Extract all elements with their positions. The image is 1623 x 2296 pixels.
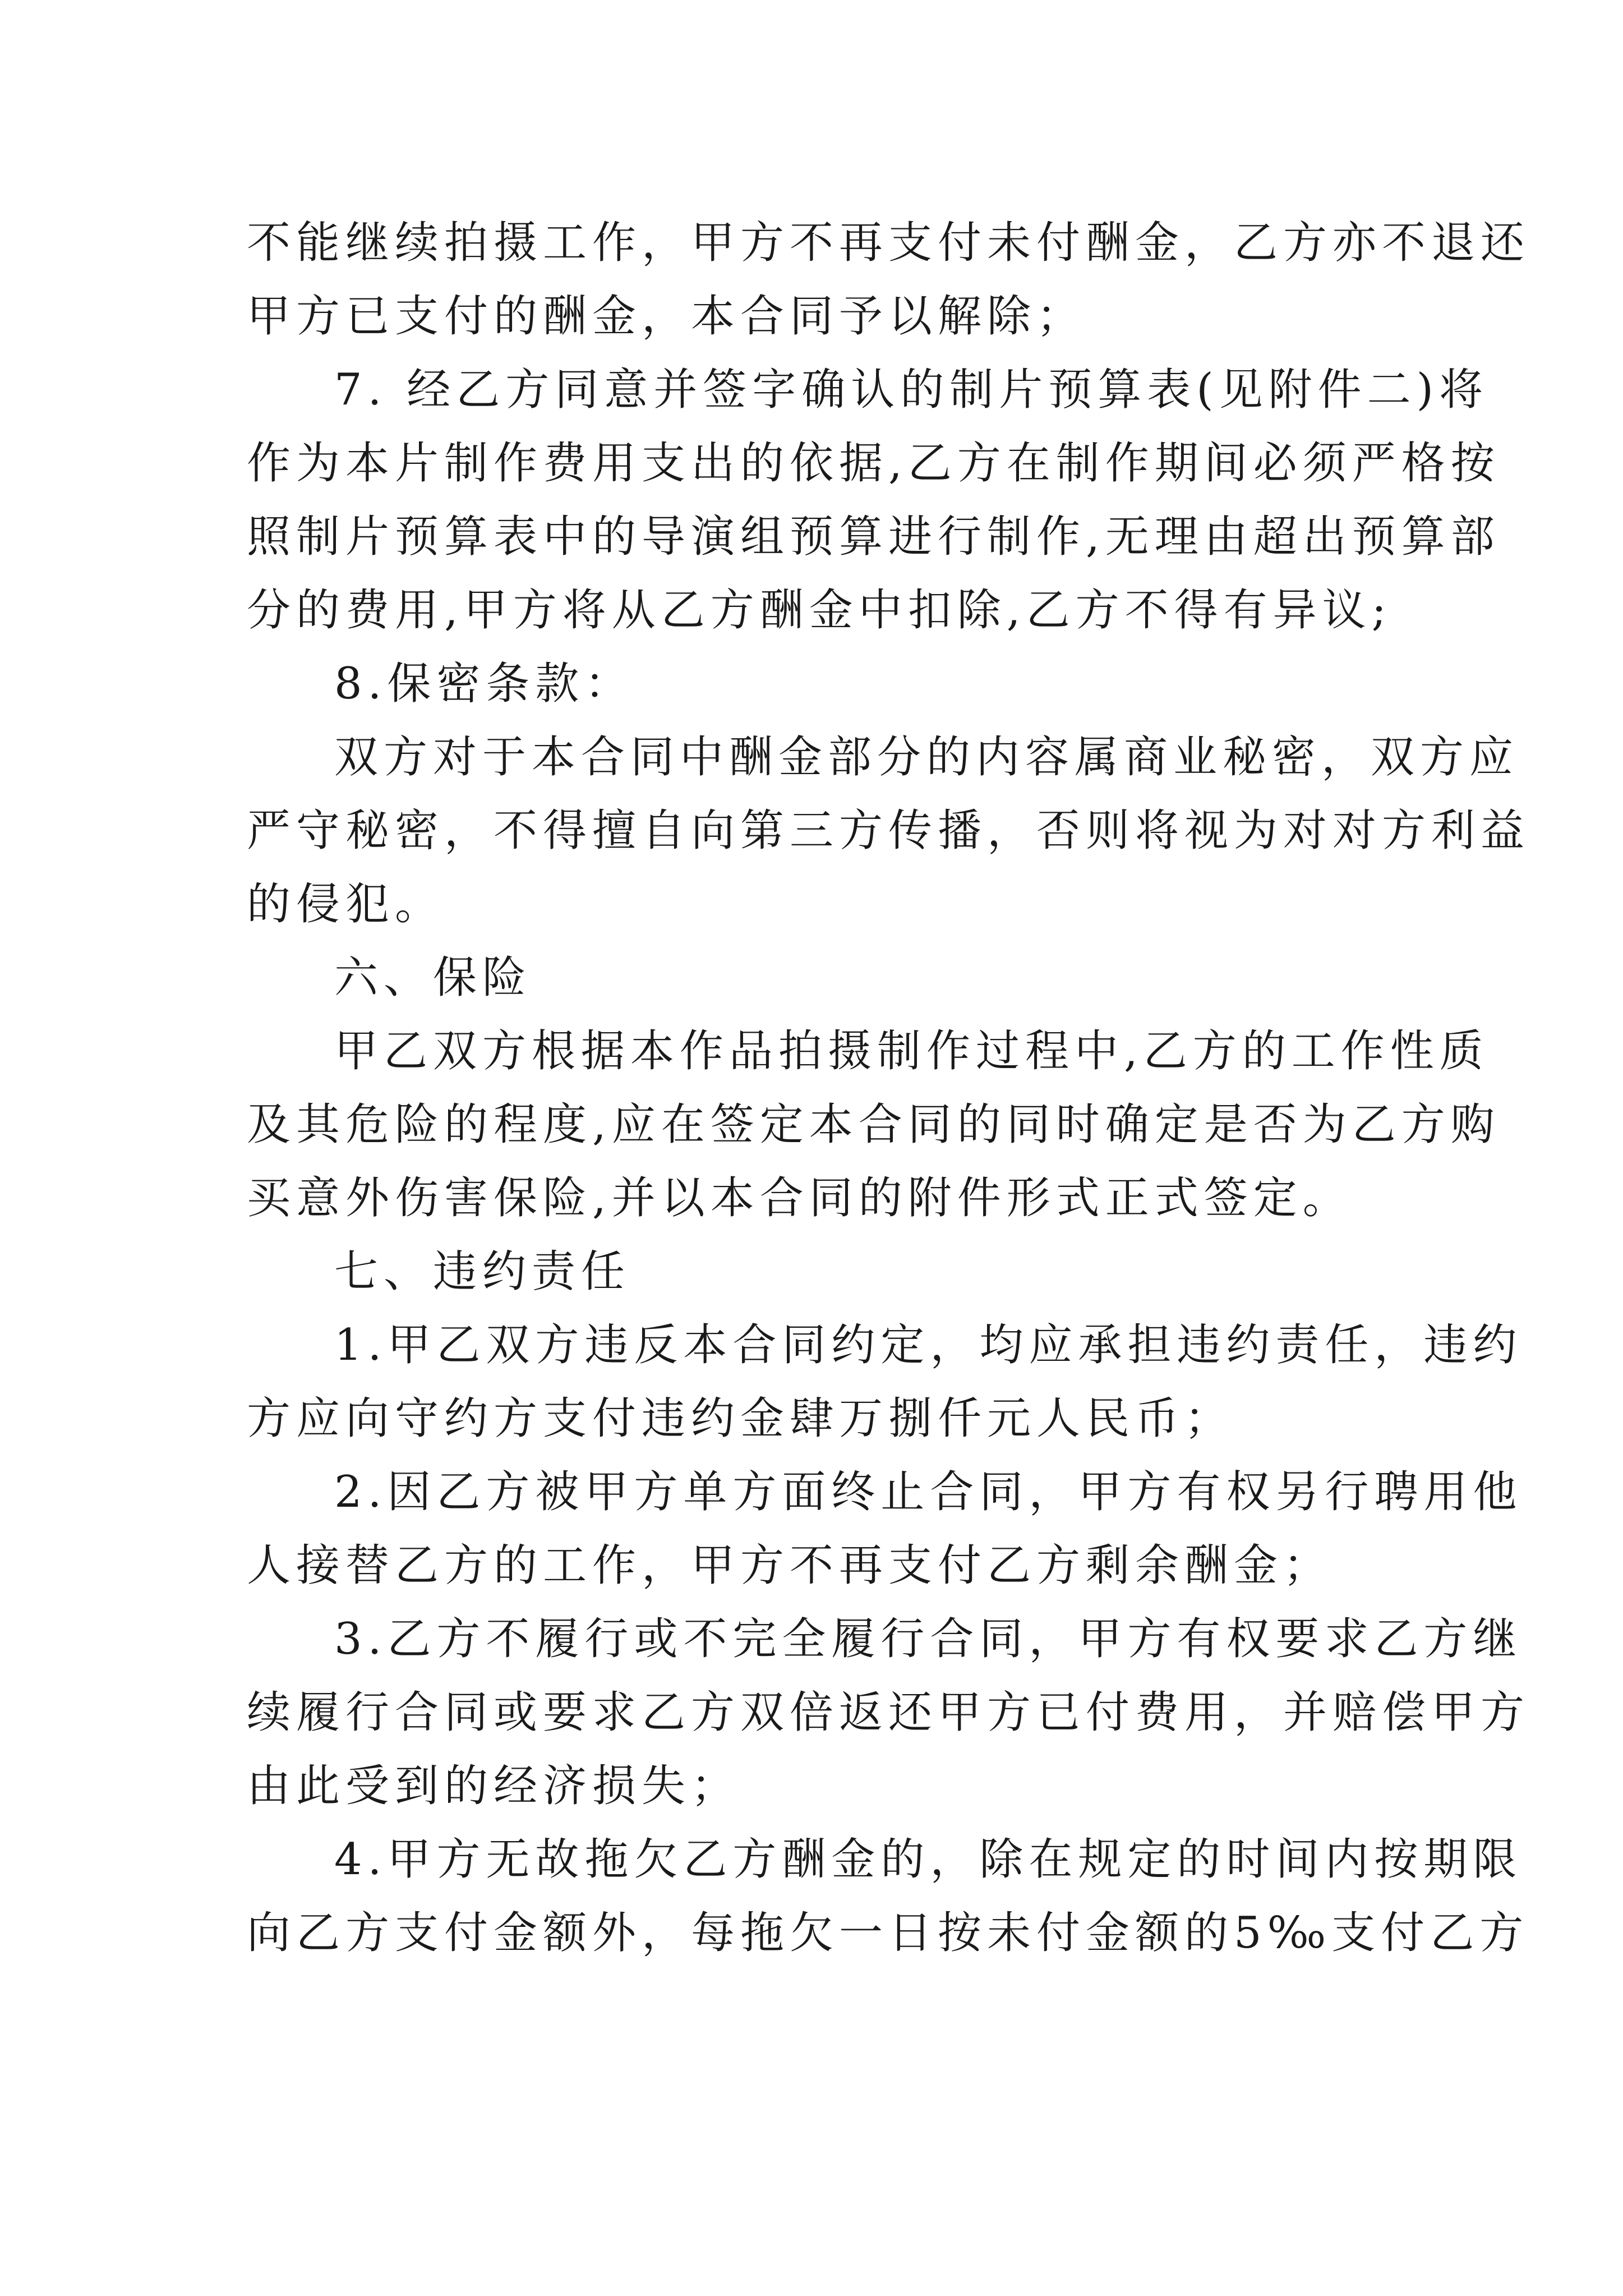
text-line: 分的费用,甲方将从乙方酬金中扣除,乙方不得有异议; (247, 585, 1392, 636)
text-line: 双方对于本合同中酬金部分的内容属商业秘密，双方应 (334, 732, 1519, 783)
text-line: 方应向守约方支付违约金肆万捌仟元人民币； (247, 1393, 1234, 1444)
text-line: 的侵犯。 (247, 879, 445, 930)
text-line: 1.甲乙双方违反本合同约定，均应承担违约责任，违约 (334, 1320, 1523, 1370)
text-line: 甲乙双方根据本作品拍摄制作过程中,乙方的工作性质 (334, 1026, 1489, 1076)
document-body (247, 206, 1530, 1970)
text-line: 不能继续拍摄工作，甲方不再支付未付酬金，乙方亦不退还 (247, 218, 1530, 268)
text-line: 7. 经乙方同意并签字确认的制片预算表(见附件二)将 (334, 365, 1489, 415)
text-line: 作为本片制作费用支出的依据,乙方在制作期间必须严格按 (247, 438, 1500, 489)
text-line: 买意外伤害保险,并以本合同的附件形式正式签定。 (247, 1173, 1352, 1223)
text-line: 及其危险的程度,应在签定本合同的同时确定是否为乙方购 (247, 1099, 1500, 1150)
text-line: 3.乙方不履行或不完全履行合同，甲方有权要求乙方继 (334, 1614, 1523, 1664)
text-line: 4.甲方无故拖欠乙方酬金的，除在规定的时间内按期限 (334, 1834, 1523, 1885)
text-line: 照制片预算表中的导演组预算进行制作,无理由超出预算部 (247, 512, 1500, 562)
text-line: 由此受到的经济损失； (247, 1761, 741, 1811)
text-line: 六、保险 (334, 953, 532, 1003)
text-line: 人接替乙方的工作，甲方不再支付乙方剩余酬金； (247, 1540, 1333, 1591)
text-line: 8.保密条款： (334, 659, 634, 709)
text-line: 甲方已支付的酬金，本合同予以解除； (247, 291, 1086, 342)
text-line: 向乙方支付金额外，每拖欠一日按未付金额的5‰支付乙方 (247, 1908, 1529, 1958)
text-line: 七、违约责任 (334, 1246, 631, 1297)
text-line: 2.因乙方被甲方单方面终止合同，甲方有权另行聘用他 (334, 1467, 1523, 1517)
text-line: 续履行合同或要求乙方双倍返还甲方已付费用，并赔偿甲方 (247, 1687, 1530, 1738)
text-line: 严守秘密，不得擅自向第三方传播，否则将视为对对方利益 (247, 806, 1530, 856)
